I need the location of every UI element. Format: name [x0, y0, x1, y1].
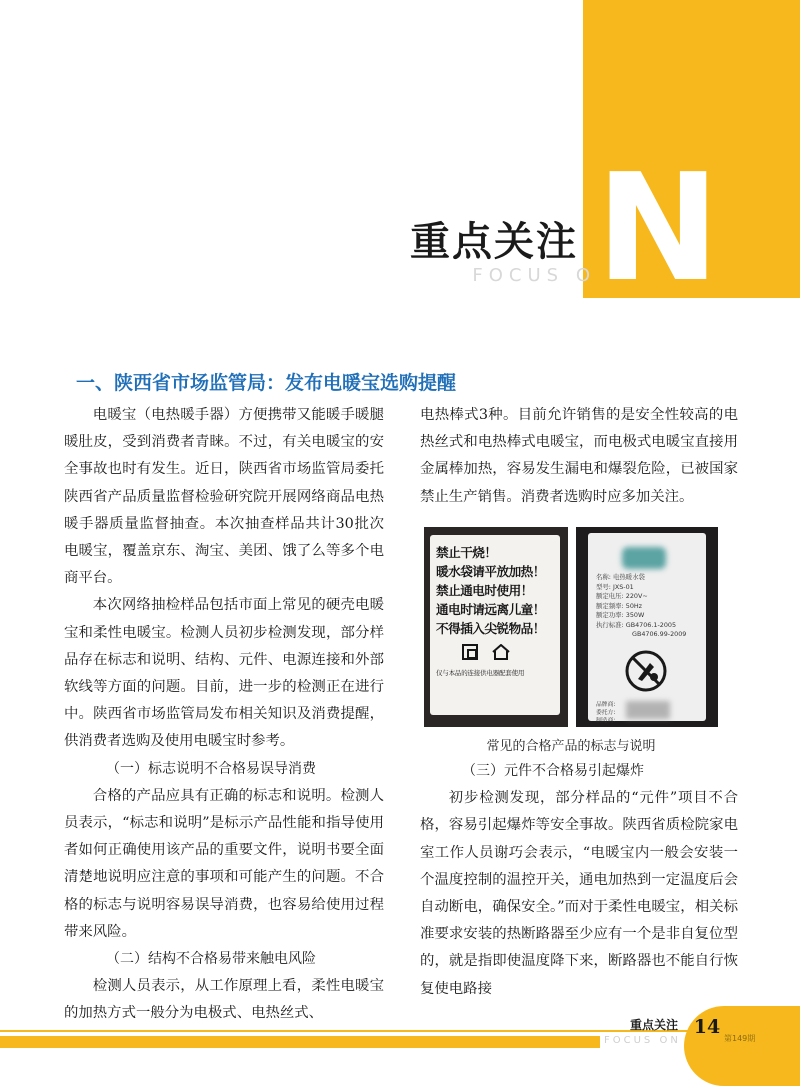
paragraph: 电热棒式3种。目前允许销售的是安全性较高的电热丝式和电热棒式电暖宝，而电极式电暖宝直接用金属棒加热，容易发生漏电和爆裂危险，已被国家禁止生产销售。消费者选购时应多加关注。	[420, 407, 738, 505]
indoor-use-icon	[492, 644, 510, 660]
paragraph: 本次网络抽检样品包括市面上常见的硬壳电暖宝和柔性电暖宝。检测人员初步检测发现，部分样品存在标志和说明、结构、元件、电源连接和外部软线等方面的问题。目前，进一步的检测正在进行中。陕西省市场监管局发布相关知识及消费提醒，供消费者选购及使用电暖宝时参考。	[64, 597, 384, 750]
warning-label	[430, 535, 560, 715]
blurred-maker	[626, 701, 670, 719]
spec-line: 品牌商:	[596, 702, 616, 708]
spec-line: 额定功率: 350W	[596, 611, 645, 619]
blurred-logo	[622, 547, 666, 569]
subheading: （二）结构不合格易带来触电风险	[106, 951, 316, 968]
left-column	[64, 402, 384, 1028]
paragraph: 合格的产品应具有正确的标志和说明。检测人员表示，“标志和说明”是标示产品性能和指导使用者如何正确使用该产品的重要文件，说明书要全面清楚地说明应注意的事项和可能产生的问题。不合格的标志与说明容易误导消费，也容易给使用过程带来风险。	[64, 787, 384, 940]
warning-label-photo	[424, 527, 568, 727]
subheading: （三）元件不合格易引起爆炸	[462, 763, 644, 779]
photo-caption: 常见的合格产品的标志与说明	[486, 739, 656, 754]
product-label-photos	[424, 527, 718, 727]
spec-line: 额定电压: 220V~	[596, 592, 648, 600]
warning-line: 禁止干烧！	[436, 545, 497, 560]
spec-line: 型号: JXS-01	[596, 582, 634, 591]
double-insulation-icon	[462, 644, 478, 660]
article-heading: 一、陕西省市场监管局：发布电暖宝选购提醒	[76, 372, 457, 394]
paragraph: 初步检测发现，部分样品的“元件”项目不合格，容易引起爆炸等安全事故。陕西省质检院家电室工作人员谢巧会表示，“电暖宝内一般会安装一个温度控制的温控开关，通电加热到一定温度后会自动断电，确保安全。”而对于柔性电暖宝，相关标准要求安装的热断路器至少应有一个是非自复位型的，就是指即使温度降下来，断路器也不能自行恢复使电路接	[420, 790, 738, 997]
footer-rule	[0, 1030, 688, 1032]
warning-line: 不得插入尖锐物品！	[436, 621, 545, 636]
section-subtitle: FOCUS O	[472, 265, 596, 286]
spec-line: GB4706.99-2009	[632, 630, 687, 638]
subheading: （一）标志说明不合格易误导消费	[106, 760, 316, 777]
spec-lines	[596, 573, 702, 640]
issue-number: 第149期	[724, 1034, 756, 1043]
spec-line: 制造商:	[596, 718, 616, 724]
spec-label	[588, 533, 706, 724]
spec-line: 名称: 电热暖水袋	[596, 573, 645, 581]
section-letter: N	[596, 142, 716, 314]
spec-label-photo	[576, 527, 718, 727]
spec-line: 委托方:	[596, 710, 616, 716]
paragraph: 检测人员表示，从工作原理上看，柔性电暖宝的加热方式一般分为电极式、电热丝式、	[64, 978, 384, 1022]
warning-line: 通电时请远离儿童！	[436, 602, 545, 617]
page-number: 14	[693, 1016, 721, 1038]
no-sharp-objects-icon	[624, 649, 668, 697]
spec-line: 执行标准: GB4706.1-2005	[596, 620, 677, 629]
warning-line: 暖水袋请平放加热！	[436, 564, 545, 579]
right-column-top	[420, 402, 738, 511]
right-column-bottom	[420, 758, 738, 1003]
warning-symbols	[462, 644, 554, 660]
spec-line: 额定频率: 50Hz	[596, 601, 643, 610]
footer-section-subtitle: FOCUS ON	[604, 1035, 681, 1046]
footer-bar	[0, 1036, 600, 1048]
footer-section-title: 重点关注	[629, 1018, 678, 1032]
warning-footnote: 仅与本品的连接供电器配套使用	[436, 669, 525, 677]
paragraph: 电暖宝（电热暖手器）方便携带又能暖手暖腿暖肚皮，受到消费者青睐。不过，有关电暖宝的安全事故也时有发生。近日，陕西省市场监管局委托陕西省产品质量监督检验研究院开展网络商品电热暖手器质量监督抽查。本次抽查样品共计30批次电暖宝，覆盖京东、淘宝、美团、饿了么等多个电商平台。	[64, 407, 384, 587]
warning-line: 禁止通电时使用！	[436, 583, 533, 598]
section-title: 重点关注	[410, 218, 578, 265]
